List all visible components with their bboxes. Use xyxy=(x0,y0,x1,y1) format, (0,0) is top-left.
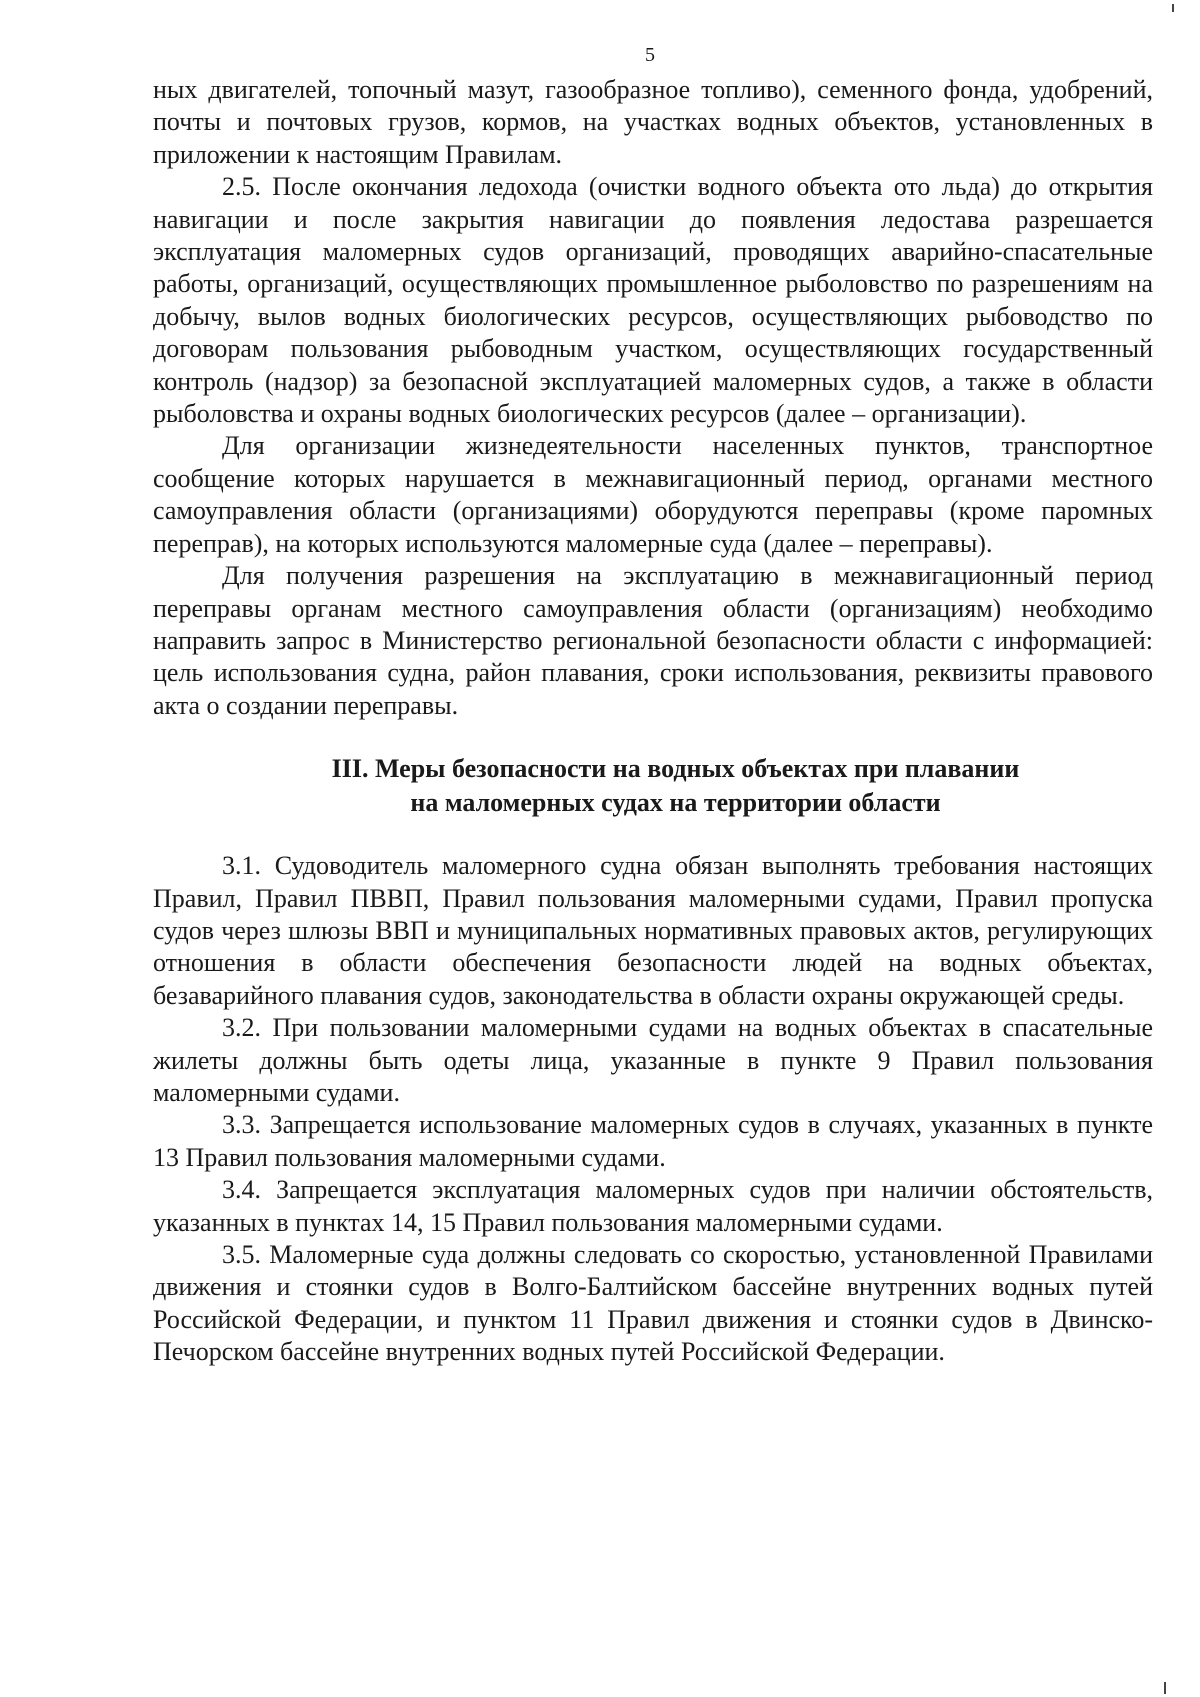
paragraph-3-1: 3.1. Судоводитель маломерного судна обязан выполнять требования настоящих Правил, Правил ПВВП, Правил пользования маломерными судами, Правил пропуска судов через шлюзы ВВП и муниципальных нормативных правовых актов, регулирующих отношения в области обеспечения безопасности людей на водных объектах, безаварийного плавания судов, законодательства в области охраны окружающей среды. xyxy=(153,851,1153,1010)
section-heading-line-2: на маломерных судах на территории области xyxy=(410,788,941,818)
page-number: 5 xyxy=(645,44,655,66)
paragraph-permission-request: Для получения разрешения на эксплуатацию в межнавигационный период переправы органам местного самоуправления области (организациям) необходимо направить запрос в Министерство региональной безопасности области с информацией: цель использования судна, район плавания, сроки использования, реквизиты правового акта о создании переправы. xyxy=(153,561,1153,720)
paragraph-3-2: 3.2. При пользовании маломерными судами на водных объектах в спасательные жилеты должны быть одеты лица, указанные в пункте 9 Правил пользования маломерными судами. xyxy=(153,1013,1153,1107)
paragraph-3-4: 3.4. Запрещается эксплуатация маломерных судов при наличии обстоятельств, указанных в пунктах 14, 15 Правил пользования маломерными судами. xyxy=(153,1175,1153,1237)
paragraph-3-3: 3.3. Запрещается использование маломерных судов в случаях, указанных в пункте 13 Правил пользования маломерными судами. xyxy=(153,1110,1153,1172)
paragraph-3-5: 3.5. Маломерные суда должны следовать со скоростью, установленной Правилами движения и стоянки судов в Волго-Балтийском бассейне внутренних водных путей Российской Федерации, и пунктом 11 Правил движения и стоянки судов в Двинско-Печорском бассейне внутренних водных путей Российской Федерации. xyxy=(153,1240,1153,1367)
scan-mark-bottom-right xyxy=(1164,1682,1166,1694)
scan-mark-top-right xyxy=(1172,4,1174,12)
paragraph-2-5: 2.5. После окончания ледохода (очистки водного объекта ото льда) до открытия навигации и после закрытия навигации до появления ледостава разрешается эксплуатация маломерных судов организаций, проводящих аварийно-спасательные работы, организаций, осуществляющих промышленное рыболовство по разрешениям на добычу, вылов водных биологических ресурсов, осуществляющих рыбоводство по договорам пользования рыбоводным участком, осуществляющих государственный контроль (надзор) за безопасной эксплуатацией маломерных судов, а также в области рыболовства и охраны водных биологических ресурсов (далее – организации). xyxy=(153,172,1153,429)
section-heading xyxy=(153,752,1153,820)
document-body xyxy=(153,74,1153,1369)
paragraph-crossings: Для организации жизнедеятельности населенных пунктов, транспортное сообщение которых нарушается в межнавигационный период, органами местного самоуправления области (организациями) оборудуются переправы (кроме паромных переправ), на которых используются маломерные суда (далее – переправы). xyxy=(153,431,1153,558)
paragraph-continuation: ных двигателей, топочный мазут, газообразное топливо), семенного фонда, удобрений, почты и почтовых грузов, кормов, на участках водных объектов, установленных в приложении к настоящим Правилам. xyxy=(153,75,1153,169)
section-heading-line-1: III. Меры безопасности на водных объектах при плавании xyxy=(331,754,1020,784)
